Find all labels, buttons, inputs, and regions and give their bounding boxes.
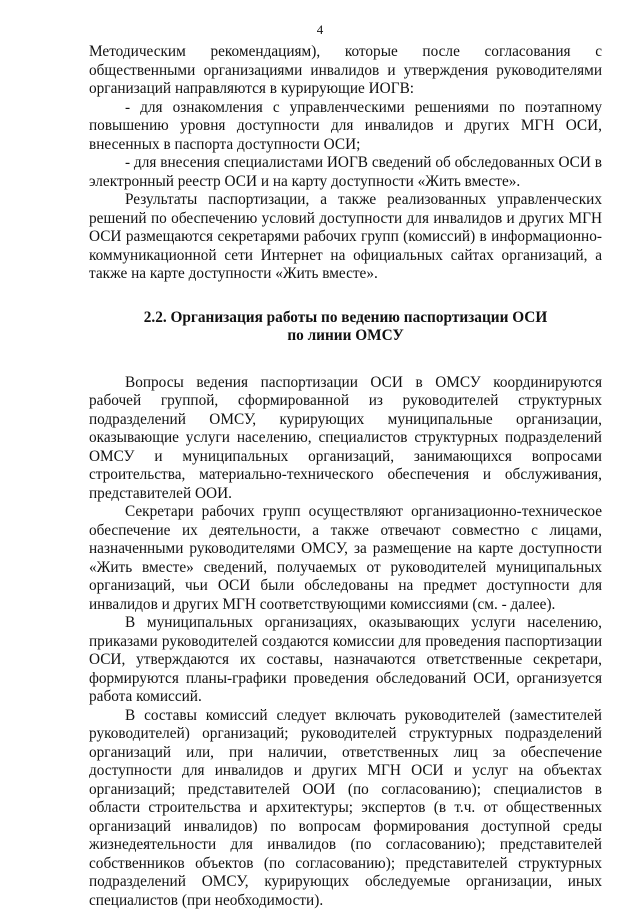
section-heading <box>89 309 602 346</box>
paragraph-coordination: Вопросы ведения паспортизации ОСИ в ОМСУ координируются рабочей группой, сформированной из руководителей структурных подразделений ОМСУ, курирующих муниципальные организации, оказывающие услуги населению, специалистов структурных подразделений ОМСУ и муниципальных организаций, занимающихся вопросами строительства, материально-технического обеспечения и обслуживания, представителей ООИ. <box>89 374 602 504</box>
section-heading-line1: 2.2. Организация работы по ведению паспортизации ОСИ <box>89 309 602 328</box>
page-number: 4 <box>0 22 640 38</box>
paragraph-municipal-orgs: В муниципальных организациях, оказывающих услуги населению, приказами руководителей создаются комиссии для проведения паспортизации ОСИ, утверждаются их составы, назначаются ответственные секретари, формируются планы-графики проведения обследований ОСИ, организуется работа комиссий. <box>89 614 602 707</box>
paragraph-continuation: Методическим рекомендациям), которые после согласования с общественными организациями инвалидов и утверждения руководителями организаций направляются в курирующие ИОГВ: <box>89 43 602 99</box>
section-heading-line2: по линии ОМСУ <box>89 327 602 346</box>
list-item-registry: - для внесения специалистами ИОГВ сведений об обследованных ОСИ в электронный реестр ОСИ и на карту доступности «Жить вместе». <box>89 154 602 191</box>
paragraph-results: Результаты паспортизации, а также реализованных управленческих решений по обеспечению условий доступности для инвалидов и других МГН ОСИ размещаются секретарями рабочих групп (комиссий) в информационно-коммуникационной сети Интернет на официальных сайтах организаций, а также на карте доступности «Жить вместе». <box>89 191 602 284</box>
list-item-acquaintance: - для ознакомления с управленческими решениями по поэтапному повышению уровня доступности для инвалидов и других МГН ОСИ, внесенных в паспорта доступности ОСИ; <box>89 99 602 155</box>
document-body <box>89 43 602 910</box>
paragraph-secretaries: Секретари рабочих групп осуществляют организационно-техническое обеспечение их деятельности, а также отвечают совместно с лицами, назначенными руководителями ОМСУ, за размещение на карте доступности «Жить вместе» сведений, получаемых от руководителей муниципальных организаций, чьи ОСИ были обследованы на предмет доступности для инвалидов и других МГН соответствующими комиссиями (см. - далее). <box>89 503 602 614</box>
paragraph-commission-composition: В составы комиссий следует включать руководителей (заместителей руководителей) организаций; руководителей структурных подразделений организаций или, при наличии, ответственных лиц за обеспечение доступности для инвалидов и других МГН ОСИ и услуг на объектах организаций; представителей ООИ (по согласованию); специалистов в области строительства и архитектуры; экспертов (в т.ч. от общественных организаций инвалидов) по вопросам формирования доступной среды жизнедеятельности для инвалидов (по согласованию); представителей собственников объектов (по согласованию); представителей структурных подразделений ОМСУ, курирующих обследуемые организации, иных специалистов (при необходимости). <box>89 707 602 910</box>
